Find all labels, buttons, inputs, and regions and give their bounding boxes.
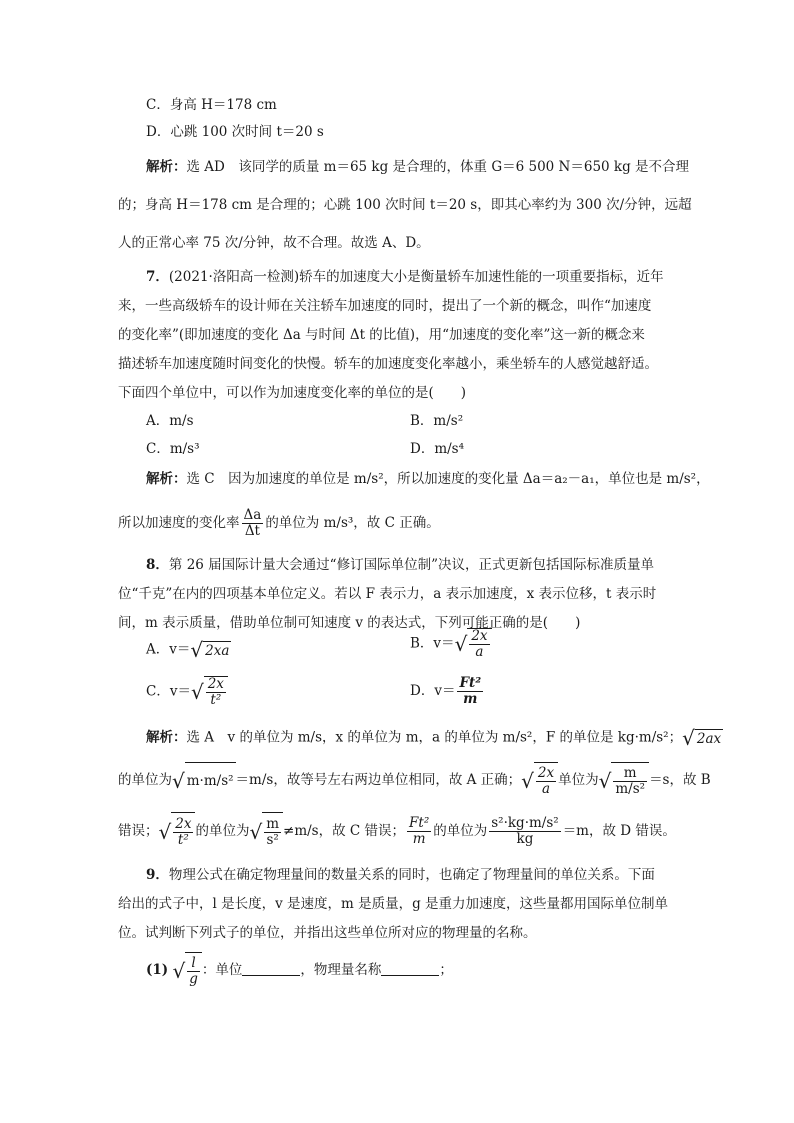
sqrt-fraction: √ $\frac{m}{\text{m/s²}}$: [599, 762, 649, 799]
q7-option-c: C．m/s³: [146, 441, 200, 457]
q7-stem-line-1: 7．(2021·洛阳高一检测)轿车的加速度大小是衡量轿车加速性能的一项重要指标，近年: [146, 269, 664, 285]
q7-stem-line-2: 来，一些高级轿车的设计师在关注轿车加速度的同时，提出了一个新的概念，叫作“加速度: [118, 298, 652, 314]
q9-stem-line-3: 位。试判断下列式子的单位，并指出这些单位所对应的物理量的名称。: [118, 925, 537, 941]
question-number: 7．: [146, 269, 169, 285]
fraction: $\frac{\text{Ft²}}{m}$: [409, 815, 430, 847]
q7-stem-line-4: 描述轿车加速度随时间变化的快慢。轿车的加速度变化率越小，乘坐轿车的人感觉越舒适。: [118, 356, 658, 372]
q8-stem-line-3: 间，m 表示质量，借助单位制可知速度 v 的表达式，下列可能正确的是( ): [118, 615, 581, 631]
q8-option-d: D．v＝ $\frac{\text{Ft²}}{m}$: [410, 675, 482, 707]
q7-stem-line-3: 的变化率”(即加速度的变化 Δa 与时间 Δt 的比值)，用“加速度的变化率”这一新的概念来: [118, 327, 645, 343]
q6-solution-line-2: 的；身高 H＝178 cm 是合理的；心跳 100 次时间 t＝20 s，即其心率约为 300 次/分钟，远超: [118, 197, 692, 213]
fraction: $\frac{\text{s²·kg·m/s²}}{kg}$: [491, 815, 559, 847]
fraction-delta-a-over-delta-t: $\frac{\Delta a}{\Delta t}$: [243, 507, 262, 539]
q6-option-d: D．心跳 100 次时间 t＝20 s: [146, 124, 324, 140]
q7-solution-line-2: 所以加速度的变化率 $\frac{\Delta a}{\Delta t}$ 的单位为 m/s³，故 C 正确。: [118, 507, 440, 539]
q7-option-b: B．m/s²: [410, 413, 464, 429]
sqrt-fraction: √ $\frac{m}{\text{s²}}$: [249, 812, 283, 851]
sqrt-expression: √ m·m/s²: [172, 762, 236, 799]
q8-option-b: B．v＝√ $\frac{2x}{a}$: [410, 628, 492, 660]
q6-solution-line-1: 解析：选 AD 该同学的质量 m＝65 kg 是合理的，体重 G＝6 500 N＝650 kg 是不合理: [146, 159, 690, 175]
sqrt-expression: √ 2xa: [190, 638, 230, 662]
solution-label: 解析：: [146, 159, 187, 175]
q8-stem-line-1: 8．第 26 届国际计量大会通过“修订国际单位制”决议，正式更新包括国际标准质量单: [146, 557, 654, 573]
q9-stem-line-1: 9．物理公式在确定物理量间的数量关系的同时，也确定了物理量间的单位关系。下面: [146, 867, 655, 883]
solution-label: 解析：: [146, 729, 187, 746]
q9-stem-line-2: 给出的式子中，l 是长度，v 是速度，m 是质量，g 是重力加速度，这些量都用国际单位制单: [118, 896, 669, 912]
q8-solution-line-1: 解析：选 A v 的单位为 m/s，x 的单位为 m，a 的单位为 m/s²，F 的单位是 kg·m/s²；√ 2ax: [146, 726, 722, 750]
q8-stem-line-2: 位“千克”在内的四项基本单位定义。若以 F 表示力，a 表示加速度，x 表示位移，t 表示时: [118, 586, 657, 602]
sqrt-fraction: √ $\frac{2x}{\text{t²}}$: [159, 812, 196, 851]
solution-label: 解析：: [146, 471, 187, 487]
question-number: 8．: [146, 557, 169, 573]
q6-solution-line-3: 人的正常心率 75 次/分钟，故不合理。故选 A、D。: [118, 235, 430, 251]
q8-option-a: A．v＝√ 2xa: [146, 638, 230, 662]
q7-stem-line-5: 下面四个单位中，可以作为加速度变化率的单位的是( ): [118, 385, 467, 401]
answer-blank-quantity-name[interactable]: [381, 961, 439, 976]
sqrt-fraction: √ $\frac{2x}{a}$: [455, 628, 492, 660]
q8-solution-line-2: 的单位为√ m·m/s² ＝m/s，故等号左右两边单位相同，故 A 正确；√ $\frac{2x}{a}$ 单位为√ $\frac{m}{\text{m/s²}}$ ＝s，故 B: [118, 762, 711, 799]
question-source: (2021·洛阳高一检测): [168, 269, 300, 285]
q6-option-c: C．身高 H＝178 cm: [146, 97, 277, 113]
q8-solution-line-3: 错误；√ $\frac{2x}{\text{t²}}$ 的单位为√ $\frac{m}{\text{s²}}$ ≠m/s，故 C 错误； $\frac{\text{Ft²}}{m}$ 的单位为 $\frac{\text{s²·kg·m/s²}}{kg}$ ＝m，故 D 错误。: [118, 812, 676, 851]
sqrt-fraction: √ $\frac{2x}{\text{t²}}$: [191, 676, 228, 708]
q7-solution-line-1: 解析：选 C 因为加速度的单位是 m/s²，所以加速度的变化量 Δa＝a₂－a₁，单位也是 m/s²，: [146, 471, 710, 487]
q7-option-d: D．m/s⁴: [410, 441, 465, 457]
q8-option-c: C．v＝√ $\frac{2x}{\text{t²}}$: [146, 676, 228, 708]
q9-subquestion-1: (1) √ $\frac{l}{g}$ ：单位 ，物理量名称 ；: [146, 952, 453, 989]
answer-blank-unit[interactable]: [242, 961, 300, 976]
question-number: 9．: [146, 867, 169, 883]
sqrt-fraction: √ $\frac{2x}{a}$: [521, 762, 558, 799]
sqrt-fraction: √ $\frac{l}{g}$: [172, 952, 201, 989]
q7-option-a: A．m/s: [146, 413, 194, 429]
fraction: $\frac{\text{Ft²}}{m}$: [459, 675, 482, 707]
sqrt-expression: √ 2ax: [682, 726, 722, 750]
